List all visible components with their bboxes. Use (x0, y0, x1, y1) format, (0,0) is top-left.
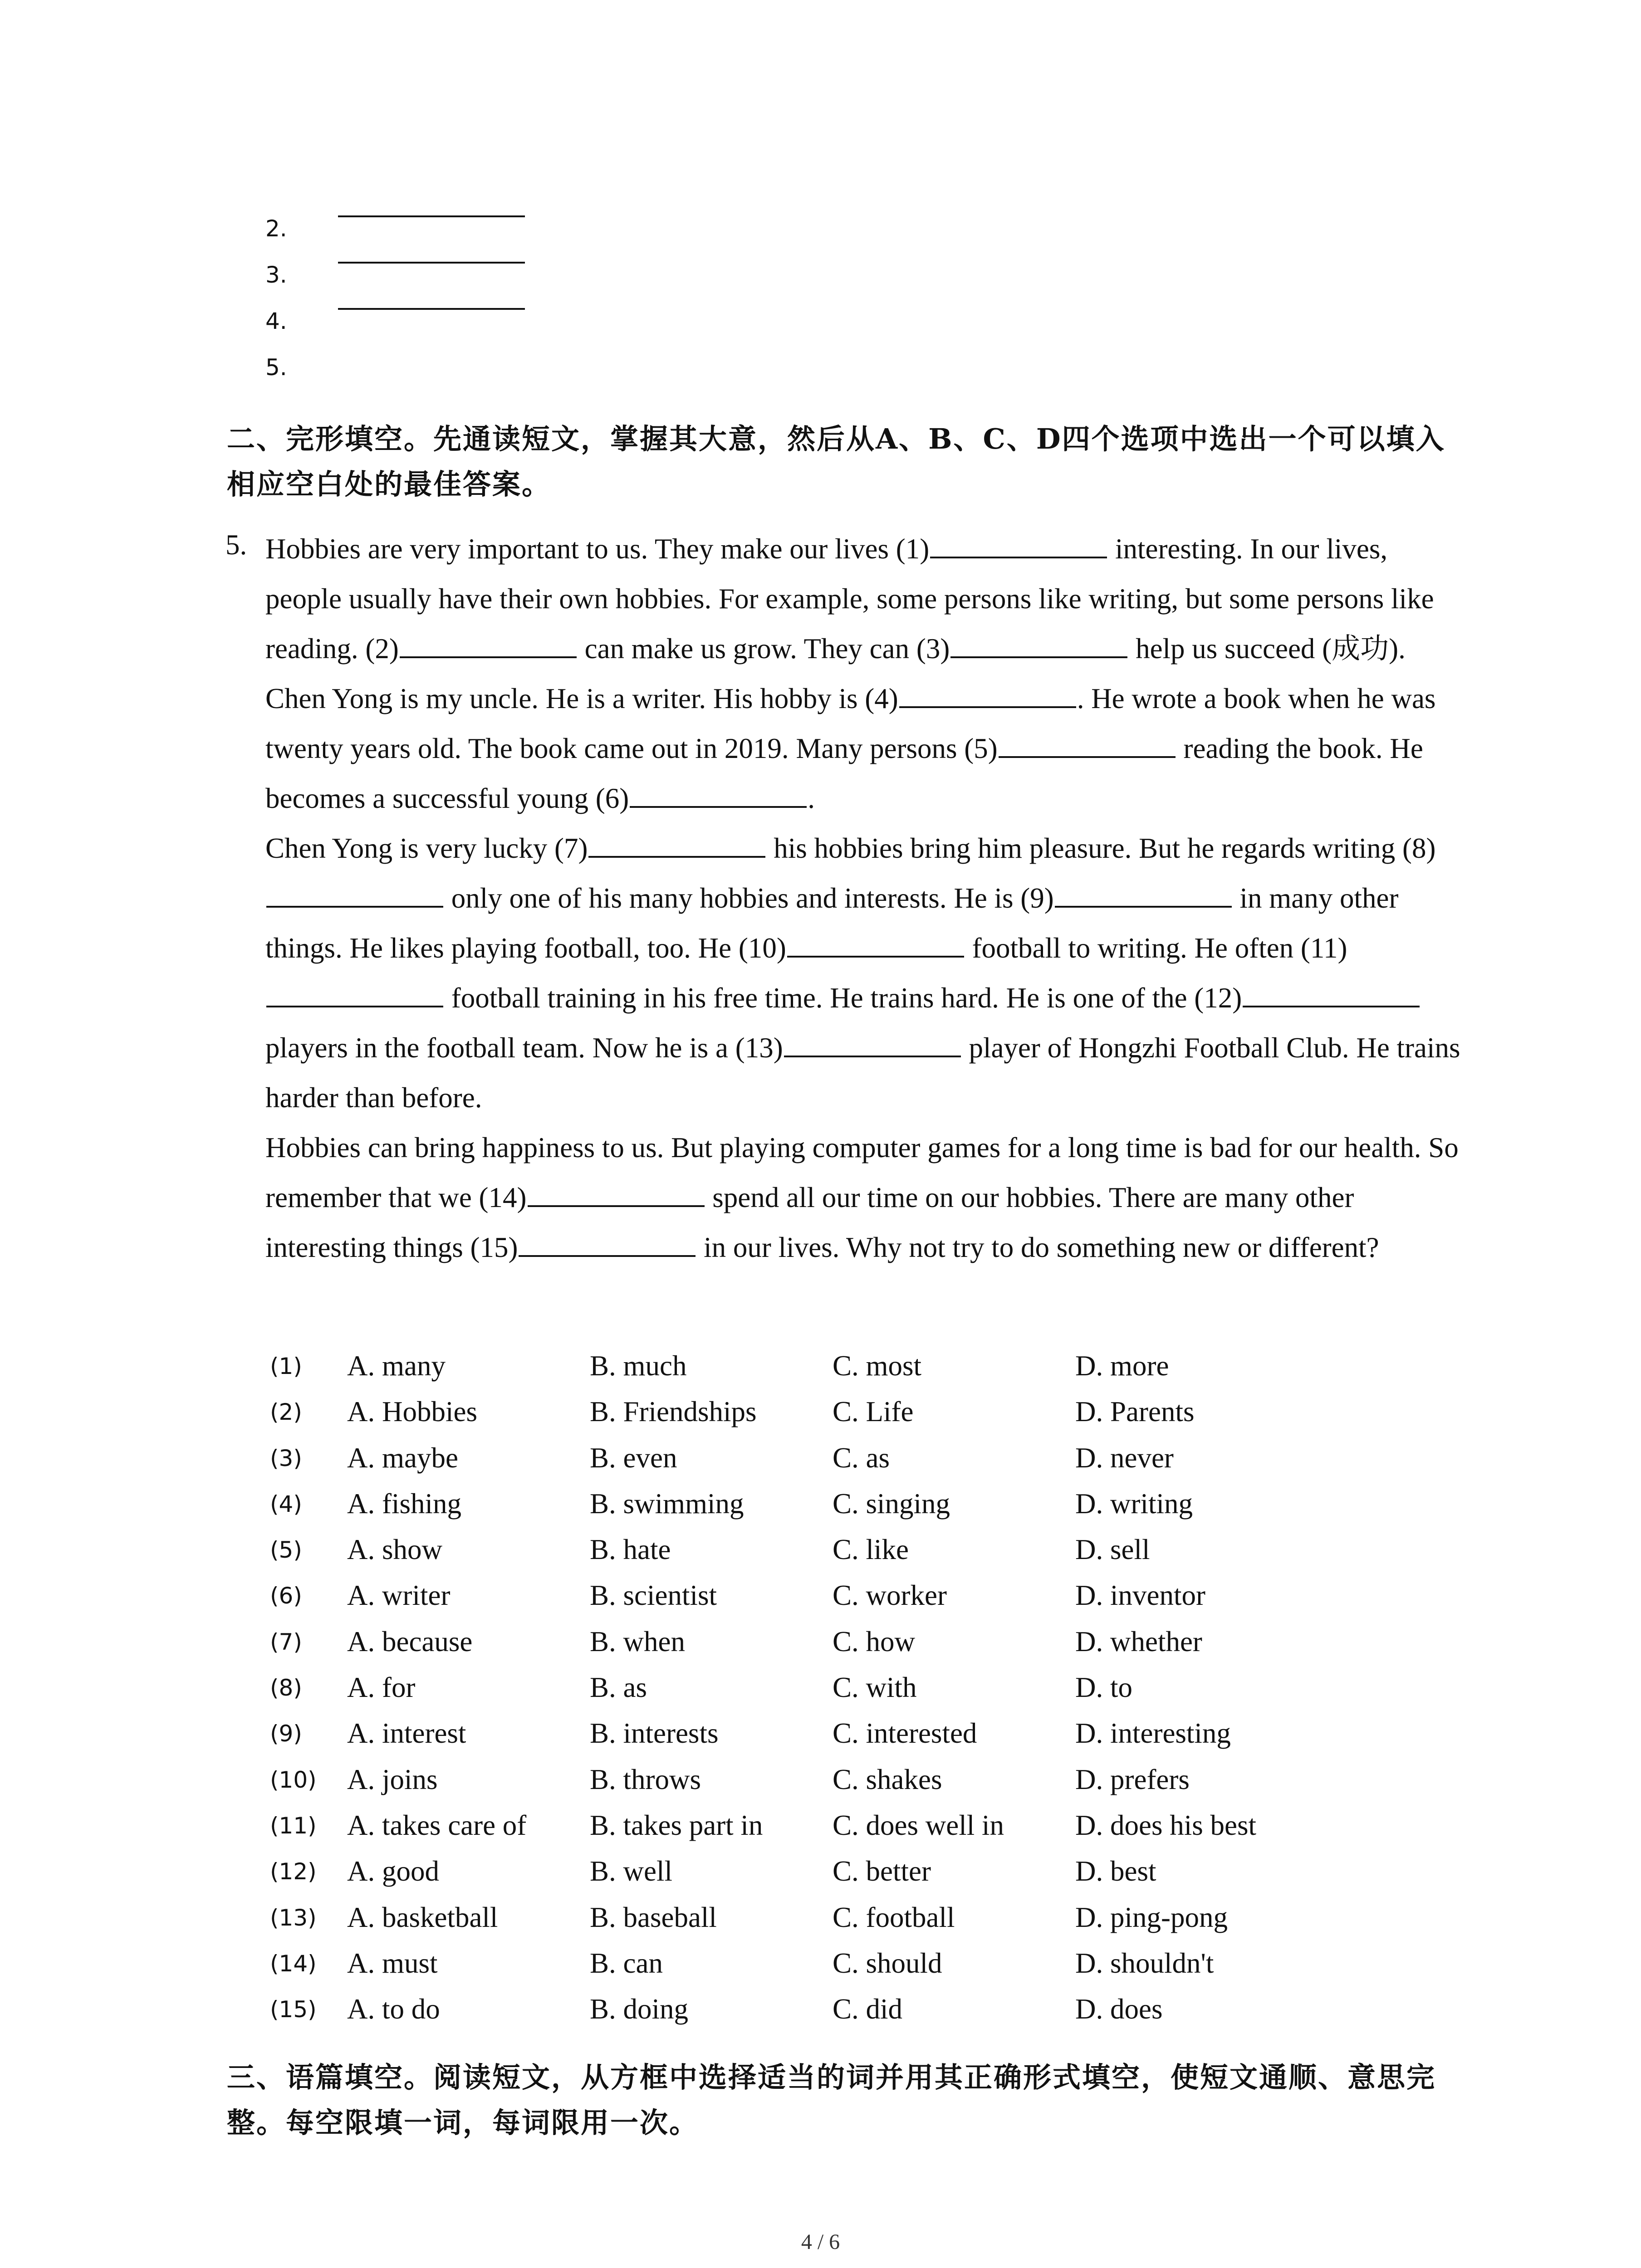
passage-text: can make us grow. They can (3) (577, 633, 950, 665)
passage-text: Chen Yong is my uncle. He is a writer. His hobby is (4) (265, 683, 898, 714)
passage-paragraph (265, 1123, 1463, 1272)
option-b[interactable]: B. swimming (590, 1487, 744, 1520)
cloze-blank[interactable] (950, 629, 1127, 658)
option-number: (13) (270, 1904, 317, 1931)
option-c[interactable]: C. Life (833, 1396, 914, 1428)
option-b[interactable]: B. baseball (590, 1901, 717, 1933)
option-c[interactable]: C. football (833, 1901, 955, 1933)
passage-text: football training in his free time. He trains hard. He is one of the (12) (444, 982, 1242, 1014)
option-b[interactable]: B. hate (590, 1534, 671, 1566)
option-number: (6) (270, 1583, 302, 1609)
option-a[interactable]: A. interest (347, 1717, 466, 1750)
option-number: (14) (270, 1950, 317, 1977)
passage-text: interesting. In our lives, people usually have their own hobbies. For example, some persons like writing, but some persons like reading. (2) (265, 533, 1434, 665)
passage-text: football to writing. He often (11) (965, 932, 1347, 964)
cloze-blank[interactable] (1243, 978, 1420, 1007)
cloze-passage (265, 524, 1463, 1272)
option-b[interactable]: B. even (590, 1442, 677, 1474)
answer-blank-line[interactable] (338, 262, 525, 264)
passage-text: spend all our time on our hobbies. There are many other interesting things (15) (265, 1182, 1354, 1263)
option-number: (4) (270, 1491, 302, 1517)
option-a[interactable]: A. because (347, 1625, 473, 1657)
cloze-blank[interactable] (784, 1028, 961, 1057)
option-c[interactable]: C. as (833, 1442, 890, 1474)
passage-text: players in the football team. Now he is a (13) (265, 1032, 783, 1064)
option-b[interactable]: B. scientist (590, 1579, 717, 1612)
option-c[interactable]: C. does well in (833, 1809, 1004, 1841)
cloze-blank[interactable] (630, 779, 807, 808)
option-c[interactable]: C. did (833, 1993, 903, 2025)
question-number: 5. (225, 529, 247, 561)
option-number: (10) (270, 1766, 317, 1793)
option-a[interactable]: A. joins (347, 1763, 438, 1795)
option-c[interactable]: C. singing (833, 1487, 950, 1520)
option-number: (8) (270, 1675, 302, 1701)
passage-text: reading the book. He becomes a successful young (6) (265, 733, 1423, 814)
option-a[interactable]: A. must (347, 1947, 438, 1979)
option-d[interactable]: D. shouldn't (1075, 1947, 1214, 1979)
option-d[interactable]: D. ping-pong (1075, 1901, 1228, 1933)
cloze-blank[interactable] (999, 729, 1176, 758)
passage-text: Hobbies are very important to us. They make our lives (1) (265, 533, 930, 565)
option-number: (7) (270, 1628, 302, 1655)
cloze-blank[interactable] (787, 929, 964, 958)
option-a[interactable]: A. fishing (347, 1487, 461, 1520)
option-d[interactable]: D. interesting (1075, 1717, 1231, 1750)
option-c[interactable]: C. shakes (833, 1763, 942, 1795)
option-c[interactable]: C. with (833, 1672, 917, 1704)
option-number: (1) (270, 1353, 302, 1379)
option-d[interactable]: D. writing (1075, 1487, 1193, 1520)
option-number: (3) (270, 1445, 302, 1471)
option-c[interactable]: C. interested (833, 1717, 977, 1750)
cloze-blank[interactable] (519, 1228, 696, 1257)
option-c[interactable]: C. worker (833, 1579, 947, 1612)
option-number: (15) (270, 1996, 317, 2023)
option-d[interactable]: D. does (1075, 1993, 1163, 2025)
section-heading-cloze: 二、完形填空。先通读短文，掌握其大意，然后从A、B、C、D四个选项中选出一个可以填入相应空白处的最佳答案。 (227, 422, 1445, 501)
option-a[interactable]: A. for (347, 1672, 416, 1704)
option-b[interactable]: B. can (590, 1947, 663, 1979)
passage-paragraph (265, 674, 1463, 823)
option-a[interactable]: A. maybe (347, 1442, 458, 1474)
passage-text: in our lives. Why not try to do something new or different? (696, 1232, 1379, 1263)
option-a[interactable]: A. good (347, 1855, 439, 1887)
option-c[interactable]: C. better (833, 1855, 931, 1887)
option-a[interactable]: A. basketball (347, 1901, 498, 1933)
option-number: (12) (270, 1858, 317, 1885)
option-a[interactable]: A. writer (347, 1579, 451, 1612)
option-b[interactable]: B. doing (590, 1993, 689, 2025)
option-d[interactable]: D. inventor (1075, 1579, 1205, 1612)
cloze-blank[interactable] (588, 829, 765, 858)
option-d[interactable]: D. sell (1075, 1534, 1150, 1566)
passage-paragraph (265, 823, 1463, 1123)
option-c[interactable]: C. most (833, 1350, 922, 1382)
option-number: (11) (270, 1812, 317, 1839)
page-number: 4 / 6 (801, 2230, 840, 2254)
option-b[interactable]: B. Friendships (590, 1396, 757, 1428)
passage-text: in many other things. He likes playing football, too. He (10) (265, 882, 1399, 964)
option-b[interactable]: B. throws (590, 1763, 701, 1795)
cloze-blank[interactable] (930, 529, 1107, 558)
option-a[interactable]: A. many (347, 1350, 446, 1382)
option-d[interactable]: D. Parents (1075, 1396, 1195, 1428)
option-d[interactable]: D. does his best (1075, 1809, 1256, 1841)
option-a[interactable]: A. Hobbies (347, 1396, 477, 1428)
option-d[interactable]: D. prefers (1075, 1763, 1190, 1795)
answer-blank-number: 2. (265, 215, 287, 242)
answer-blank-number: 3. (265, 262, 287, 288)
option-number: (9) (270, 1721, 302, 1747)
passage-paragraph (265, 524, 1463, 674)
option-d[interactable]: D. whether (1075, 1625, 1202, 1657)
answer-blank-line[interactable] (338, 308, 525, 310)
option-b[interactable]: B. as (590, 1672, 647, 1704)
option-number: (5) (270, 1537, 302, 1564)
answer-blank-number: 4. (265, 308, 287, 334)
option-a[interactable]: A. show (347, 1534, 443, 1566)
passage-text: Chen Yong is very lucky (7) (265, 832, 588, 864)
passage-text: Hobbies can bring happiness to us. But playing computer games for a long time is bad for our health. So remember that we (14) (265, 1132, 1459, 1213)
option-number: (2) (270, 1399, 302, 1426)
section-heading-fill-in: 三、语篇填空。阅读短文，从方框中选择适当的词并用其正确形式填空，使短文通顺、意思完整。每空限填一词，每词限用一次。 (227, 2061, 1436, 2139)
passage-text: his hobbies bring him pleasure. But he regards writing (8) (766, 832, 1436, 864)
option-d[interactable]: D. best (1075, 1855, 1156, 1887)
cloze-blank[interactable] (266, 879, 443, 908)
option-c[interactable]: C. like (833, 1534, 909, 1566)
passage-text: help us succeed (成功). (1128, 633, 1406, 665)
option-d[interactable]: D. never (1075, 1442, 1174, 1474)
passage-text: . He wrote a book when he was twenty years old. The book came out in 2019. Many persons (5) (265, 683, 1436, 764)
cloze-blank[interactable] (1055, 879, 1232, 908)
passage-text: . (808, 782, 815, 814)
option-a[interactable]: A. takes care of (347, 1809, 527, 1841)
answer-blank-line[interactable] (338, 215, 525, 217)
option-d[interactable]: D. to (1075, 1672, 1132, 1704)
option-d[interactable]: D. more (1075, 1350, 1169, 1382)
option-c[interactable]: C. how (833, 1625, 916, 1657)
passage-text: player of Hongzhi Football Club. He trains harder than before. (265, 1032, 1460, 1114)
option-b[interactable]: B. takes part in (590, 1809, 763, 1841)
option-b[interactable]: B. interests (590, 1717, 719, 1750)
option-b[interactable]: B. much (590, 1350, 687, 1382)
cloze-blank[interactable] (400, 629, 577, 658)
option-b[interactable]: B. well (590, 1855, 672, 1887)
cloze-blank[interactable] (266, 978, 443, 1007)
passage-text: only one of his many hobbies and interests. He is (9) (444, 882, 1054, 914)
option-b[interactable]: B. when (590, 1625, 685, 1657)
cloze-blank[interactable] (899, 679, 1076, 708)
option-a[interactable]: A. to do (347, 1993, 440, 2025)
answer-blank-number: 5. (265, 354, 287, 381)
cloze-blank[interactable] (528, 1178, 705, 1207)
option-c[interactable]: C. should (833, 1947, 942, 1979)
